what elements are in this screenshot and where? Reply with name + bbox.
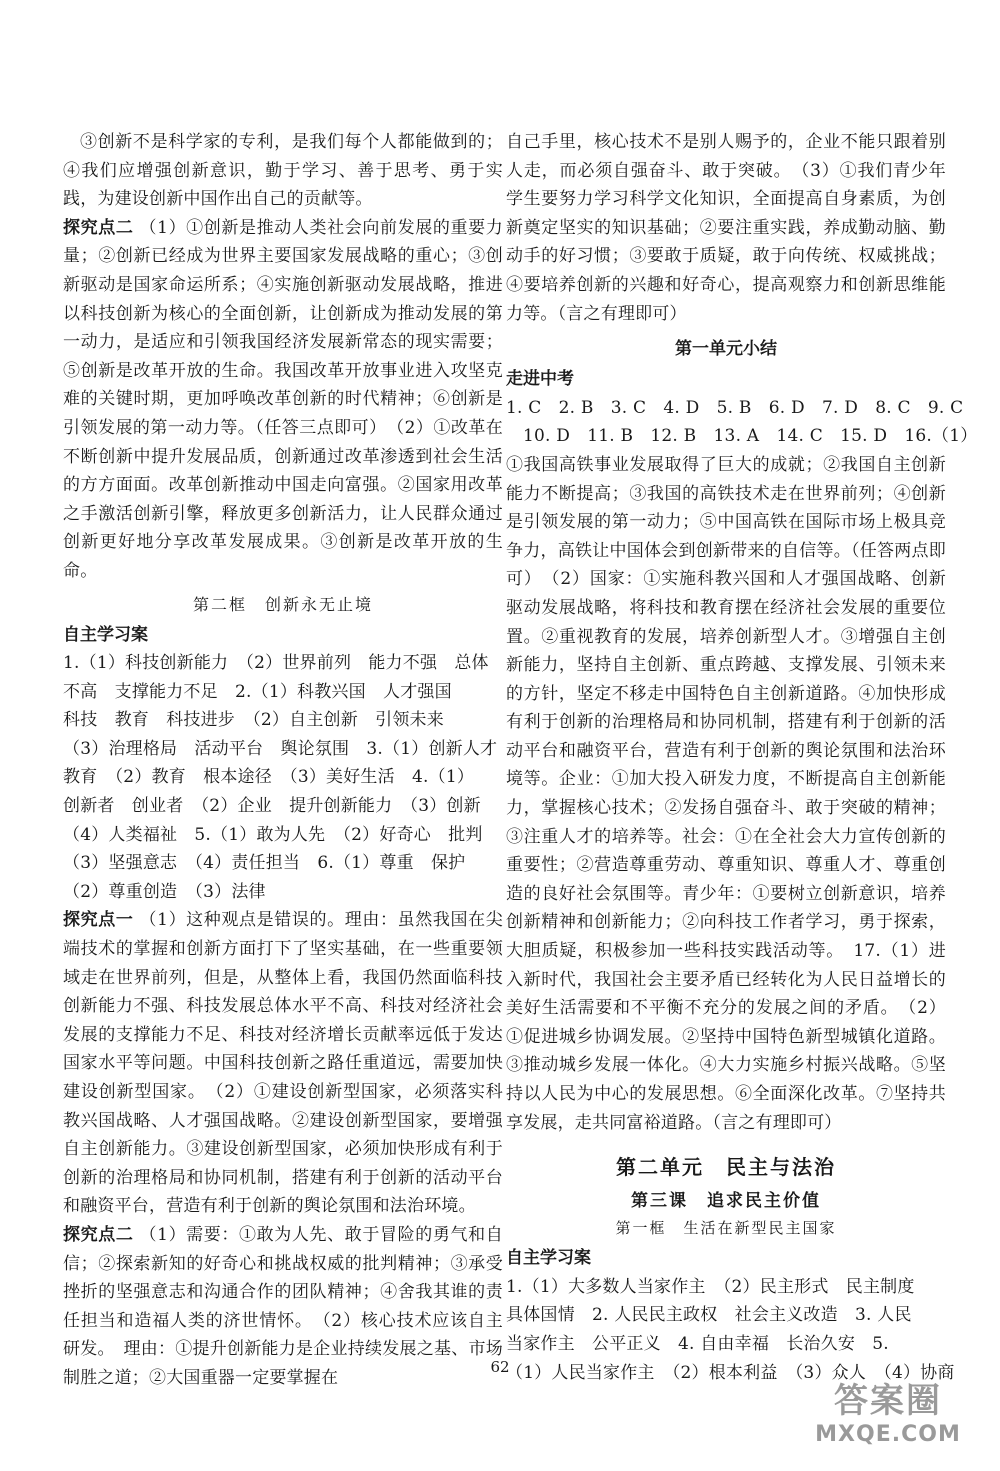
right-column — [506, 128, 978, 1387]
answers-line-1: 1. C 2. B 3. C 4. D 5. B 6. D 7. D 8. C 9. C — [506, 397, 964, 418]
watermark-url: MXQE.COM — [815, 1422, 961, 1447]
self-study-line: 科技 教育 科技进步 （2）自主创新 引领未来 — [63, 710, 444, 731]
watermark-logo-text: 答案圈 — [834, 1381, 942, 1421]
explore-point-1-text: （1）这种观点是错误的。理由：虽然我国在尖端技术的掌握和创新方面打下了坚实基础，在一些重要领域走在世界前列，但是，从整体上看，我国仍然面临科技创新能力不强、科技发展总体水平不高、科技对经济社会发展的支撑能力不足、科技对经济增长贡献率远低于发达国家水平等问题。中国科技创新之路任重道远，需要加快建设创新型国家。 （2）①建设创新型国家，必须落实科教兴国战略、人才强国战略。②建设创新型国家，要增强自主创新能力。③建设创新型国家，必须加快形成有利于创新的治理格局和协同机制，搭建有利于创新的活动平台和融资平台，营造有利于创新的舆论氛围和法治环境。 — [63, 910, 503, 1217]
right-paragraph-2: ①我国高铁事业发展取得了巨大的成就；②我国自主创新能力不断提高；③我国的高铁技术走在世界前列；④创新是引领发展的第一动力；⑤中国高铁在国际市场上极具竞争力，高铁让中国体会到创新带来的自信等。（任答两点即可） （2）国家：①实施科教兴国和人才强国战略、创新驱动发展战略，将科技和教育摆在经济社会发展的重要位置。②重视教育的发展，培养创新型人才。③增强自主创新能力，坚持自主创新、重点跨越、支撑发展、引领未来的方针，坚定不移走中国特色自主创新道路。④加快形成有利于创新的治理格局和协同机制，搭建有利于创新的活动平台和融资平台，营造有利于创新的舆论氛围和法治环境等。企业：①加大投入研发力度，不断提高自主创新能力，掌握核心技术；②发扬自强奋斗、敢于突破的精神；③注重人才的培养等。社会：①在全社会大力宣传创新的重要性；②营造尊重劳动、尊重知识、尊重人才、尊重创造的良好社会氛围等。青少年：①要树立创新意识，培养创新精神和创新能力；②向科技工作者学习，勇于探索，大胆质疑，积极参加一些科技实践活动等。 17.（1）进入新时代，我国社会主要矛盾已经转化为人民日益增长的美好生活需要和不平衡不充分的发展之间的矛盾。 （2）①促进城乡协调发展。②坚持中国特色新型城镇化道路。③推动城乡发展一体化。④大力实施乡村振兴战略。⑤坚持以人民为中心的发展思想。⑥全面深化改革。⑦坚持共享发展，走共同富裕道路。（言之有理即可） — [506, 454, 946, 1133]
right-paragraph-1: 自己手里，核心技术不是别人赐予的，企业不能只跟着别人走，而必须自强奋斗、敢于突破。 （3）①我们青少年学生要努力学习科学文化知识，全面提高自身素质，为创新奠定坚实的知识基础；②要注重实践，养成勤动脑、勤动手的好习惯；③要敢于质疑，敢于向传统、权威挑战；④要培养创新的兴趣和好奇心，提高观察力和创新思维能力等。（言之有理即可） — [506, 132, 946, 324]
self-study-line-right: （1）人民当家作主 （2）根本利益 （3）众人 （4）协商 — [506, 1362, 955, 1383]
self-study-line: 1.（1）科技创新能力 （2）世界前列 能力不强 总体 — [63, 653, 489, 674]
self-study-line: （2）尊重创造 （3）法律 — [63, 881, 266, 902]
self-study-line: 不高 支撑能力不足 2.（1）科教兴国 人才强国 — [63, 681, 452, 702]
frame-1-title: 第一框 生活在新型民主国家 — [615, 1219, 837, 1238]
explore-point-2-paragraph — [63, 214, 503, 586]
page-number: 62 — [490, 1358, 510, 1376]
self-study-line: （4）人类福祉 5.（1）敢为人先 （2）好奇心 批判 — [63, 824, 483, 845]
frame-2-title: 第二框 创新永无止境 — [192, 594, 373, 614]
self-study-line-right: 1.（1）大多数人当家作主 （2）民主形式 民主制度 — [506, 1276, 915, 1297]
left-paragraph-1: ③创新不是科学家的专利，是我们每个人都能做到的；④我们应增强创新意识，勤于学习、善于思考、勇于实践，为建设创新中国作出自己的贡献等。 — [63, 132, 503, 210]
unit-1-summary-title: 第一单元小结 — [675, 339, 777, 360]
unit-2-title: 第二单元 民主与法治 — [616, 1155, 836, 1180]
self-study-line: 创新者 创业者 （2）企业 提升创新能力 （3）创新 — [63, 796, 481, 817]
self-study-line: （3）坚强意志 （4）责任担当 6.（1）尊重 保护 — [63, 853, 466, 874]
lesson-3-title: 第三课 追求民主价值 — [631, 1191, 821, 1212]
explore-point-2b-label: 探究点二 — [63, 1224, 134, 1245]
self-study-heading: 自主学习案 — [63, 624, 148, 645]
explore-point-2b-text: （1）需要：①敢为人先、敢于冒险的勇气和自信；②探索新知的好奇心和挑战权威的批判精神；③承受挫折的坚强意志和沟通合作的团队精神；④舍我其谁的责任担当和造福人类的济世情怀。 （2）核心技术应该自主研发。 理由：①提升创新能力是企业持续发展之基、市场制胜之道；②大国重器一定要掌握在 — [63, 1224, 503, 1388]
self-study-line: 教育 （2）教育 根本途径 （3）美好生活 4.（1） — [63, 767, 475, 788]
answers-line-2: 10. D 11. B 12. B 13. A 14. C 15. D 16.（1） — [523, 426, 978, 447]
self-study-line-right: 具体国情 2. 人民民主政权 社会主义改造 3. 人民 — [506, 1305, 912, 1326]
explore-point-1-paragraph — [63, 906, 503, 1221]
exam-heading: 走进中考 — [506, 369, 574, 390]
explore-point-2-text: （1）①创新是推动人类社会向前发展的重要力量；②创新已经成为世界主要国家发展战略的重心；③创新驱动是国家命运所系；④实施创新驱动发展战略，推进以科技创新为核心的全面创新，让创新成为推动发展的第一动力，是适应和引领我国经济发展新常态的现实需要；⑤创新是改革开放的生命。我国改革开放事业进入攻坚克难的关键时期，更加呼唤改革创新的时代精神；⑥创新是引领发展的第一动力等。（任答三点即可） （2）①改革在不断创新中提升发展品质，创新通过改革渗透到社会生活的方方面面。改革创新推动中国走向富强。②国家用改革之手激活创新引擎，释放更多创新活力，让人民群众通过创新更好地分享改革发展成果。③创新是改革开放的生命。 — [63, 217, 503, 581]
explore-point-1-label: 探究点一 — [63, 910, 134, 931]
self-study-heading-right: 自主学习案 — [506, 1248, 591, 1269]
self-study-line: （3）治理格局 活动平台 舆论氛围 3.（1）创新人才 — [63, 738, 498, 759]
explore-point-2-label: 探究点二 — [63, 217, 134, 238]
self-study-line-right: 当家作主 公平正义 4. 自由幸福 长治久安 5. — [506, 1333, 889, 1354]
left-column — [63, 128, 503, 1393]
watermark-logo — [798, 1373, 978, 1463]
